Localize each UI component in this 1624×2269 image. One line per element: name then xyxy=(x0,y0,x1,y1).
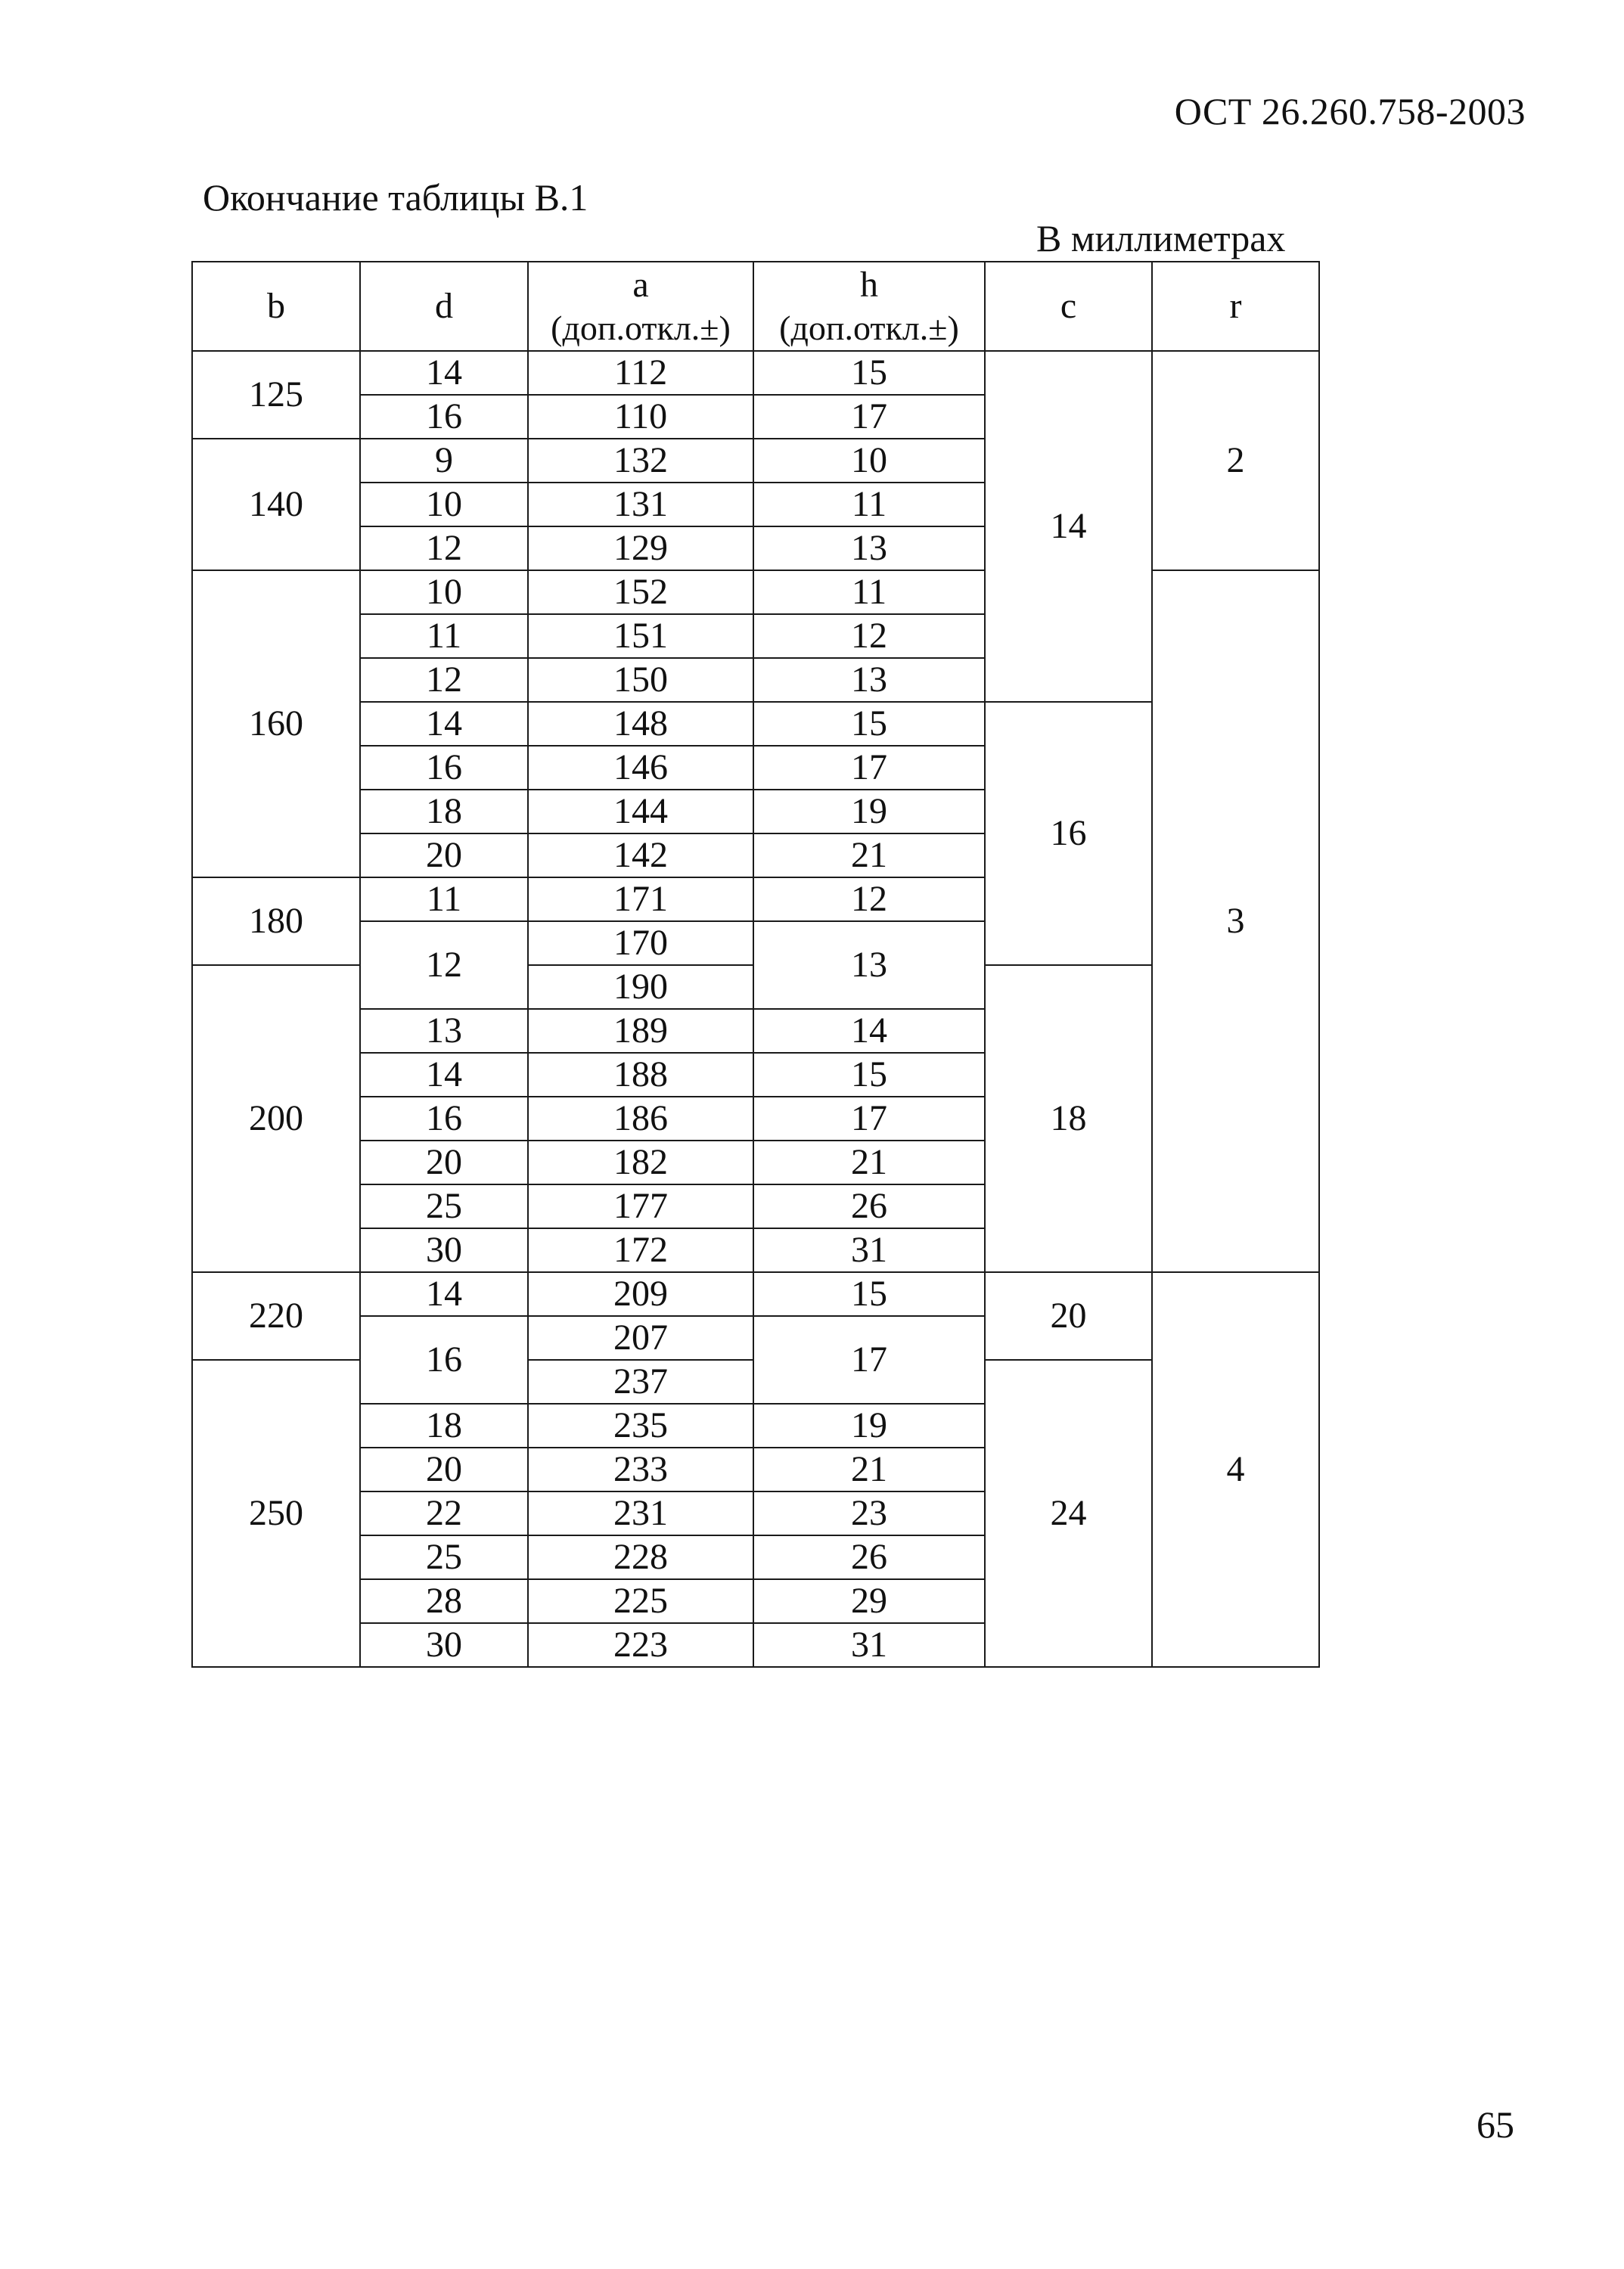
a-cell: 146 xyxy=(528,746,753,790)
d-cell: 30 xyxy=(360,1623,528,1667)
h-cell: 26 xyxy=(753,1535,985,1579)
h-cell: 21 xyxy=(753,1141,985,1184)
b-cell: 125 xyxy=(192,351,360,439)
column-header-h-tolerance: (доп.откл.±) xyxy=(779,309,959,347)
a-cell: 170 xyxy=(528,921,753,965)
column-header-c: c xyxy=(985,262,1152,351)
h-cell: 10 xyxy=(753,439,985,483)
h-cell: 13 xyxy=(753,921,985,1009)
c-cell: 18 xyxy=(985,965,1152,1272)
b-cell: 160 xyxy=(192,570,360,877)
a-cell: 171 xyxy=(528,877,753,921)
a-cell: 142 xyxy=(528,833,753,877)
a-cell: 177 xyxy=(528,1184,753,1228)
d-cell: 11 xyxy=(360,614,528,658)
a-cell: 182 xyxy=(528,1141,753,1184)
h-cell: 21 xyxy=(753,1448,985,1491)
h-cell: 15 xyxy=(753,702,985,746)
column-header-a-label: a xyxy=(632,265,649,305)
h-cell: 26 xyxy=(753,1184,985,1228)
d-cell: 25 xyxy=(360,1535,528,1579)
d-cell: 16 xyxy=(360,1316,528,1404)
r-cell: 3 xyxy=(1152,570,1319,1272)
h-cell: 23 xyxy=(753,1491,985,1535)
table-row xyxy=(192,1272,1319,1316)
h-cell: 13 xyxy=(753,658,985,702)
b-cell: 220 xyxy=(192,1272,360,1360)
h-cell: 13 xyxy=(753,526,985,570)
h-cell: 11 xyxy=(753,570,985,614)
b-cell: 180 xyxy=(192,877,360,965)
a-cell: 190 xyxy=(528,965,753,1009)
r-cell: 2 xyxy=(1152,351,1319,570)
h-cell: 19 xyxy=(753,1404,985,1448)
h-cell: 15 xyxy=(753,1272,985,1316)
a-cell: 132 xyxy=(528,439,753,483)
h-cell: 29 xyxy=(753,1579,985,1623)
c-cell: 14 xyxy=(985,351,1152,702)
d-cell: 11 xyxy=(360,877,528,921)
d-cell: 30 xyxy=(360,1228,528,1272)
a-cell: 237 xyxy=(528,1360,753,1404)
c-cell: 20 xyxy=(985,1272,1152,1360)
a-cell: 151 xyxy=(528,614,753,658)
h-cell: 17 xyxy=(753,395,985,439)
h-cell: 17 xyxy=(753,1316,985,1404)
column-header-h-label: h xyxy=(860,265,878,305)
d-cell: 22 xyxy=(360,1491,528,1535)
table-caption: Окончание таблицы В.1 xyxy=(203,176,588,219)
h-cell: 31 xyxy=(753,1623,985,1667)
d-cell: 12 xyxy=(360,921,528,1009)
column-header-d: d xyxy=(360,262,528,351)
h-cell: 15 xyxy=(753,1053,985,1097)
h-cell: 15 xyxy=(753,351,985,395)
column-header-a-tolerance: (доп.откл.±) xyxy=(551,309,731,347)
d-cell: 28 xyxy=(360,1579,528,1623)
a-cell: 150 xyxy=(528,658,753,702)
a-cell: 189 xyxy=(528,1009,753,1053)
column-header-r: r xyxy=(1152,262,1319,351)
a-cell: 235 xyxy=(528,1404,753,1448)
a-cell: 209 xyxy=(528,1272,753,1316)
d-cell: 20 xyxy=(360,1448,528,1491)
table-row xyxy=(192,351,1319,395)
h-cell: 17 xyxy=(753,746,985,790)
h-cell: 17 xyxy=(753,1097,985,1141)
a-cell: 207 xyxy=(528,1316,753,1360)
page-number: 65 xyxy=(1477,2103,1514,2146)
d-cell: 12 xyxy=(360,526,528,570)
h-cell: 14 xyxy=(753,1009,985,1053)
column-header-h xyxy=(753,262,985,351)
d-cell: 18 xyxy=(360,790,528,833)
a-cell: 172 xyxy=(528,1228,753,1272)
d-cell: 14 xyxy=(360,1053,528,1097)
a-cell: 223 xyxy=(528,1623,753,1667)
h-cell: 12 xyxy=(753,877,985,921)
a-cell: 225 xyxy=(528,1579,753,1623)
c-cell: 16 xyxy=(985,702,1152,965)
a-cell: 228 xyxy=(528,1535,753,1579)
a-cell: 231 xyxy=(528,1491,753,1535)
b-cell: 200 xyxy=(192,965,360,1272)
d-cell: 10 xyxy=(360,570,528,614)
a-cell: 129 xyxy=(528,526,753,570)
table-header-row xyxy=(192,262,1319,351)
d-cell: 14 xyxy=(360,1272,528,1316)
c-cell: 24 xyxy=(985,1360,1152,1667)
a-cell: 112 xyxy=(528,351,753,395)
a-cell: 186 xyxy=(528,1097,753,1141)
d-cell: 9 xyxy=(360,439,528,483)
d-cell: 25 xyxy=(360,1184,528,1228)
d-cell: 10 xyxy=(360,483,528,526)
h-cell: 11 xyxy=(753,483,985,526)
h-cell: 21 xyxy=(753,833,985,877)
d-cell: 12 xyxy=(360,658,528,702)
d-cell: 16 xyxy=(360,395,528,439)
dimensions-table xyxy=(191,261,1320,1668)
document-code: ОСТ 26.260.758-2003 xyxy=(1174,90,1526,132)
r-cell: 4 xyxy=(1152,1272,1319,1667)
b-cell: 140 xyxy=(192,439,360,570)
a-cell: 148 xyxy=(528,702,753,746)
h-cell: 19 xyxy=(753,790,985,833)
d-cell: 13 xyxy=(360,1009,528,1053)
column-header-b: b xyxy=(192,262,360,351)
d-cell: 20 xyxy=(360,1141,528,1184)
d-cell: 16 xyxy=(360,1097,528,1141)
a-cell: 188 xyxy=(528,1053,753,1097)
d-cell: 14 xyxy=(360,702,528,746)
a-cell: 152 xyxy=(528,570,753,614)
a-cell: 144 xyxy=(528,790,753,833)
d-cell: 16 xyxy=(360,746,528,790)
column-header-a xyxy=(528,262,753,351)
h-cell: 31 xyxy=(753,1228,985,1272)
a-cell: 110 xyxy=(528,395,753,439)
d-cell: 18 xyxy=(360,1404,528,1448)
units-note: В миллиметрах xyxy=(1036,217,1286,259)
h-cell: 12 xyxy=(753,614,985,658)
d-cell: 20 xyxy=(360,833,528,877)
a-cell: 233 xyxy=(528,1448,753,1491)
d-cell: 14 xyxy=(360,351,528,395)
a-cell: 131 xyxy=(528,483,753,526)
b-cell: 250 xyxy=(192,1360,360,1667)
table-row xyxy=(192,702,1319,746)
